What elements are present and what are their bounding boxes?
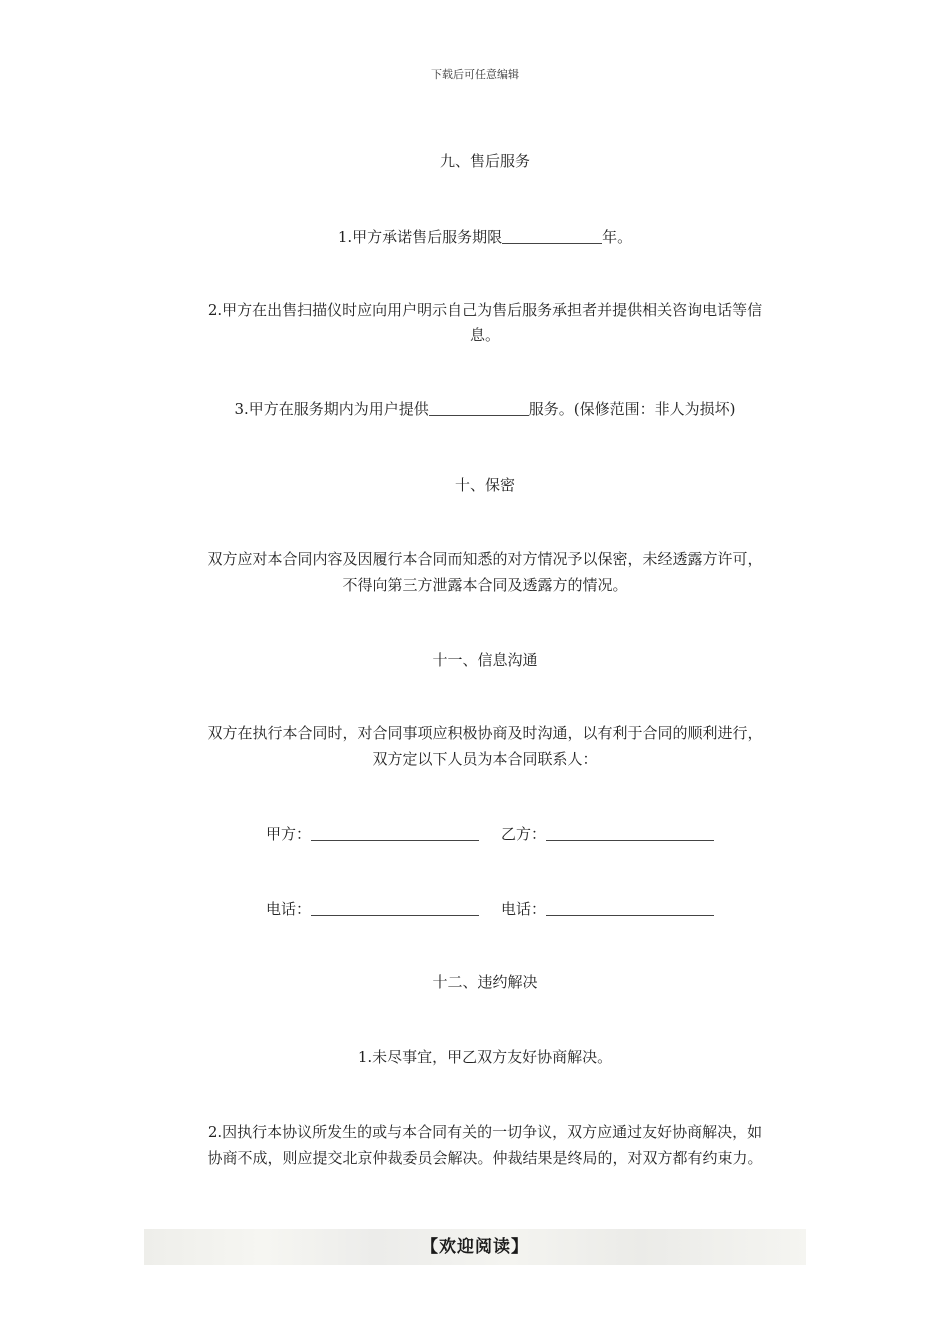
section-9-item-1-text: 1.甲方承诺售后服务期限 (337, 228, 503, 246)
phone-b-label: 电话： (501, 900, 547, 918)
section-12-title: 十二、违约解决 (432, 973, 538, 991)
footer-text: 【欢迎阅读】 (421, 1237, 529, 1257)
section-10-para-line-1: 双方应对本合同内容及因履行本合同而知悉的对方情况予以保密，未经透露方许可， (207, 550, 763, 568)
party-b-field (501, 822, 714, 847)
service-period-blank (502, 227, 602, 244)
section-11-title: 十一、信息沟通 (432, 651, 538, 669)
section-10-para-line-2: 不得向第三方泄露本合同及透露方的情况。 (342, 576, 628, 594)
section-9-item-2-line-2: 息。 (469, 326, 500, 344)
section-10-title: 十、保密 (454, 476, 515, 494)
section-9-title: 九、售后服务 (439, 152, 530, 170)
section-9-item-1 (160, 225, 810, 250)
phone-a-blank (311, 899, 479, 916)
phone-b-field (501, 897, 714, 922)
service-type-blank (429, 399, 529, 416)
section-11-para-line-1: 双方在执行本合同时，对合同事项应积极协商及时沟通，以有利于合同的顺利进行， (207, 724, 763, 742)
section-9-item-1-suffix: 年。 (602, 228, 633, 246)
party-a-label: 甲方： (266, 825, 312, 843)
party-b-blank (546, 824, 714, 841)
section-12-item-2-line-2: 协商不成，则应提交北京仲裁委员会解决。仲裁结果是终局的，对双方都有约束力。 (207, 1149, 763, 1167)
phone-a-field (266, 897, 479, 922)
section-9-item-2-line-1: 2.甲方在出售扫描仪时应向用户明示自己为售后服务承担者并提供相关咨询电话等信 (207, 301, 763, 319)
section-9-item-3-text: 3.甲方在服务期内为用户提供 (234, 400, 429, 418)
header-note: 下载后可任意编辑 (431, 68, 519, 81)
section-11-para-line-2: 双方定以下人员为本合同联系人： (372, 750, 598, 768)
section-12-item-2-line-1: 2.因执行本协议所发生的或与本合同有关的一切争议，双方应通过友好协商解决，如 (207, 1123, 763, 1141)
section-9-item-3-suffix: 服务。(保修范围：非人为损坏) (528, 400, 736, 418)
footer-banner (144, 1229, 806, 1265)
phone-b-blank (546, 899, 714, 916)
phone-a-label: 电话： (266, 900, 312, 918)
section-12-item-1: 1.未尽事宜，甲乙双方友好协商解决。 (357, 1048, 613, 1066)
party-b-label: 乙方： (501, 825, 547, 843)
party-a-blank (311, 824, 479, 841)
party-a-field (266, 822, 479, 847)
section-9-item-3 (160, 397, 810, 422)
